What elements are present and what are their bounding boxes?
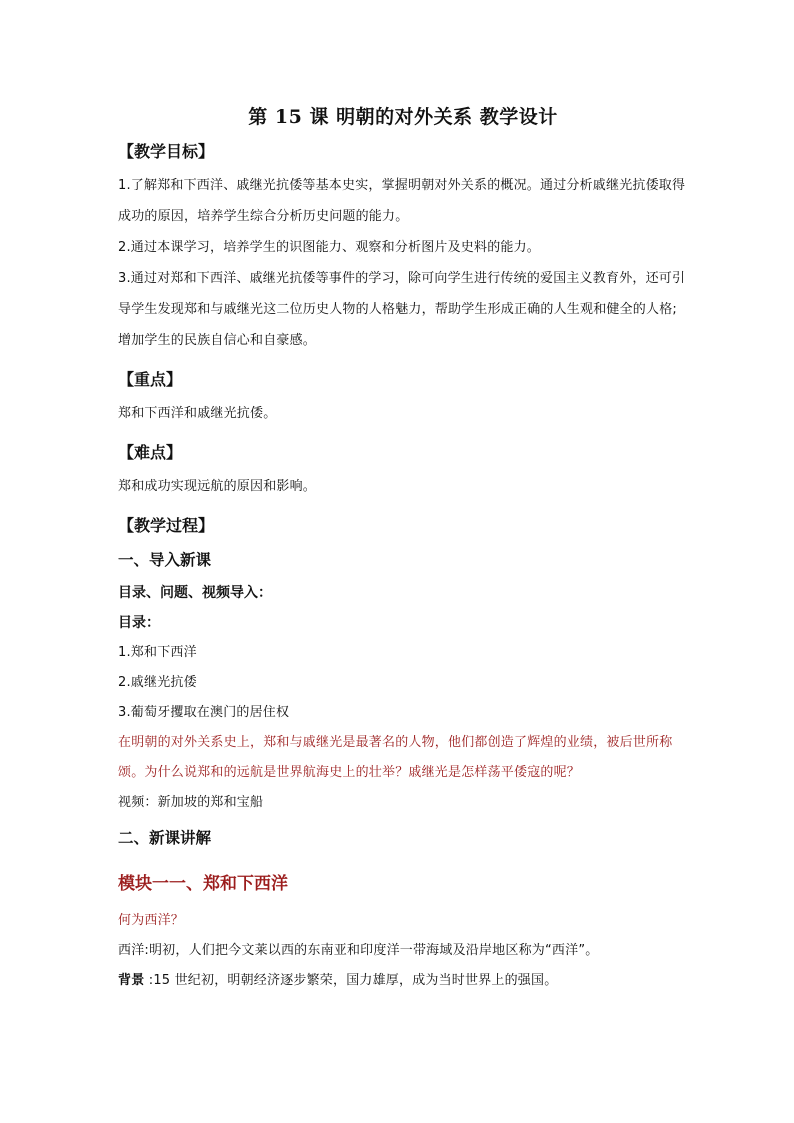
intro-question: 在明朝的对外关系史上，郑和与戚继光是最著名的人物，他们都创造了辉煌的业绩，被后世所称颂。为什么说郑和的远航是世界航海史上的壮举？戚继光是怎样荡平倭寇的呢？	[118, 735, 673, 780]
objective-item-3: 3.通过对郑和下西洋、戚继光抗倭等事件的学习，除可向学生进行传统的爱国主义教育外，还可引导学生发现郑和与戚继光这二位历史人物的人格魅力，帮助学生形成正确的人生观和健全的人格;增加学生的民族自信心和自豪感。	[118, 271, 686, 348]
what-is-xiyang: 何为西洋？	[118, 913, 185, 928]
background-text: :15 世纪初，明朝经济逐步繁荣，国力雄厚，成为当时世界上的强国。	[144, 973, 558, 988]
lecture-heading: 二、新课讲解	[118, 829, 212, 847]
intro-heading: 一、导入新课	[118, 551, 212, 569]
module-one-title: 模块一一、郑和下西洋	[118, 874, 288, 894]
difficulties-text: 郑和成功实现远航的原因和影响。	[118, 479, 317, 494]
objective-item-2: 2.通过本课学习，培养学生的识图能力、观察和分析图片及史料的能力。	[118, 240, 541, 255]
difficulties-heading: 【难点】	[118, 443, 183, 462]
key-points-heading: 【重点】	[118, 370, 183, 389]
process-heading: 【教学过程】	[118, 516, 215, 535]
key-points-text: 郑和下西洋和戚继光抗倭。	[118, 406, 277, 421]
xiyang-definition: 西洋:明初，人们把今文莱以西的东南亚和印度洋一带海域及沿岸地区称为“西洋”。	[118, 943, 599, 958]
document-page	[118, 100, 688, 996]
objective-item-1: 1.了解郑和下西洋、戚继光抗倭等基本史实，掌握明朝对外关系的概况。通过分析戚继光抗倭取得成功的原因，培养学生综合分析历史问题的能力。	[118, 178, 686, 224]
toc-item-1: 1.郑和下西洋	[118, 645, 197, 660]
background-label: 背景	[118, 973, 145, 988]
page-title: 第 15 课 明朝的对外关系 教学设计	[248, 106, 558, 128]
toc-item-3: 3.葡萄牙攫取在澳门的居住权	[118, 705, 290, 720]
toc-item-2: 2.戚继光抗倭	[118, 675, 197, 690]
objectives-heading: 【教学目标】	[118, 142, 215, 161]
toc-label: 目录：	[118, 615, 160, 631]
video-caption: 视频：新加坡的郑和宝船	[118, 795, 264, 810]
background-paragraph	[118, 966, 688, 996]
intro-subheading: 目录、问题、视频导入：	[118, 585, 272, 601]
